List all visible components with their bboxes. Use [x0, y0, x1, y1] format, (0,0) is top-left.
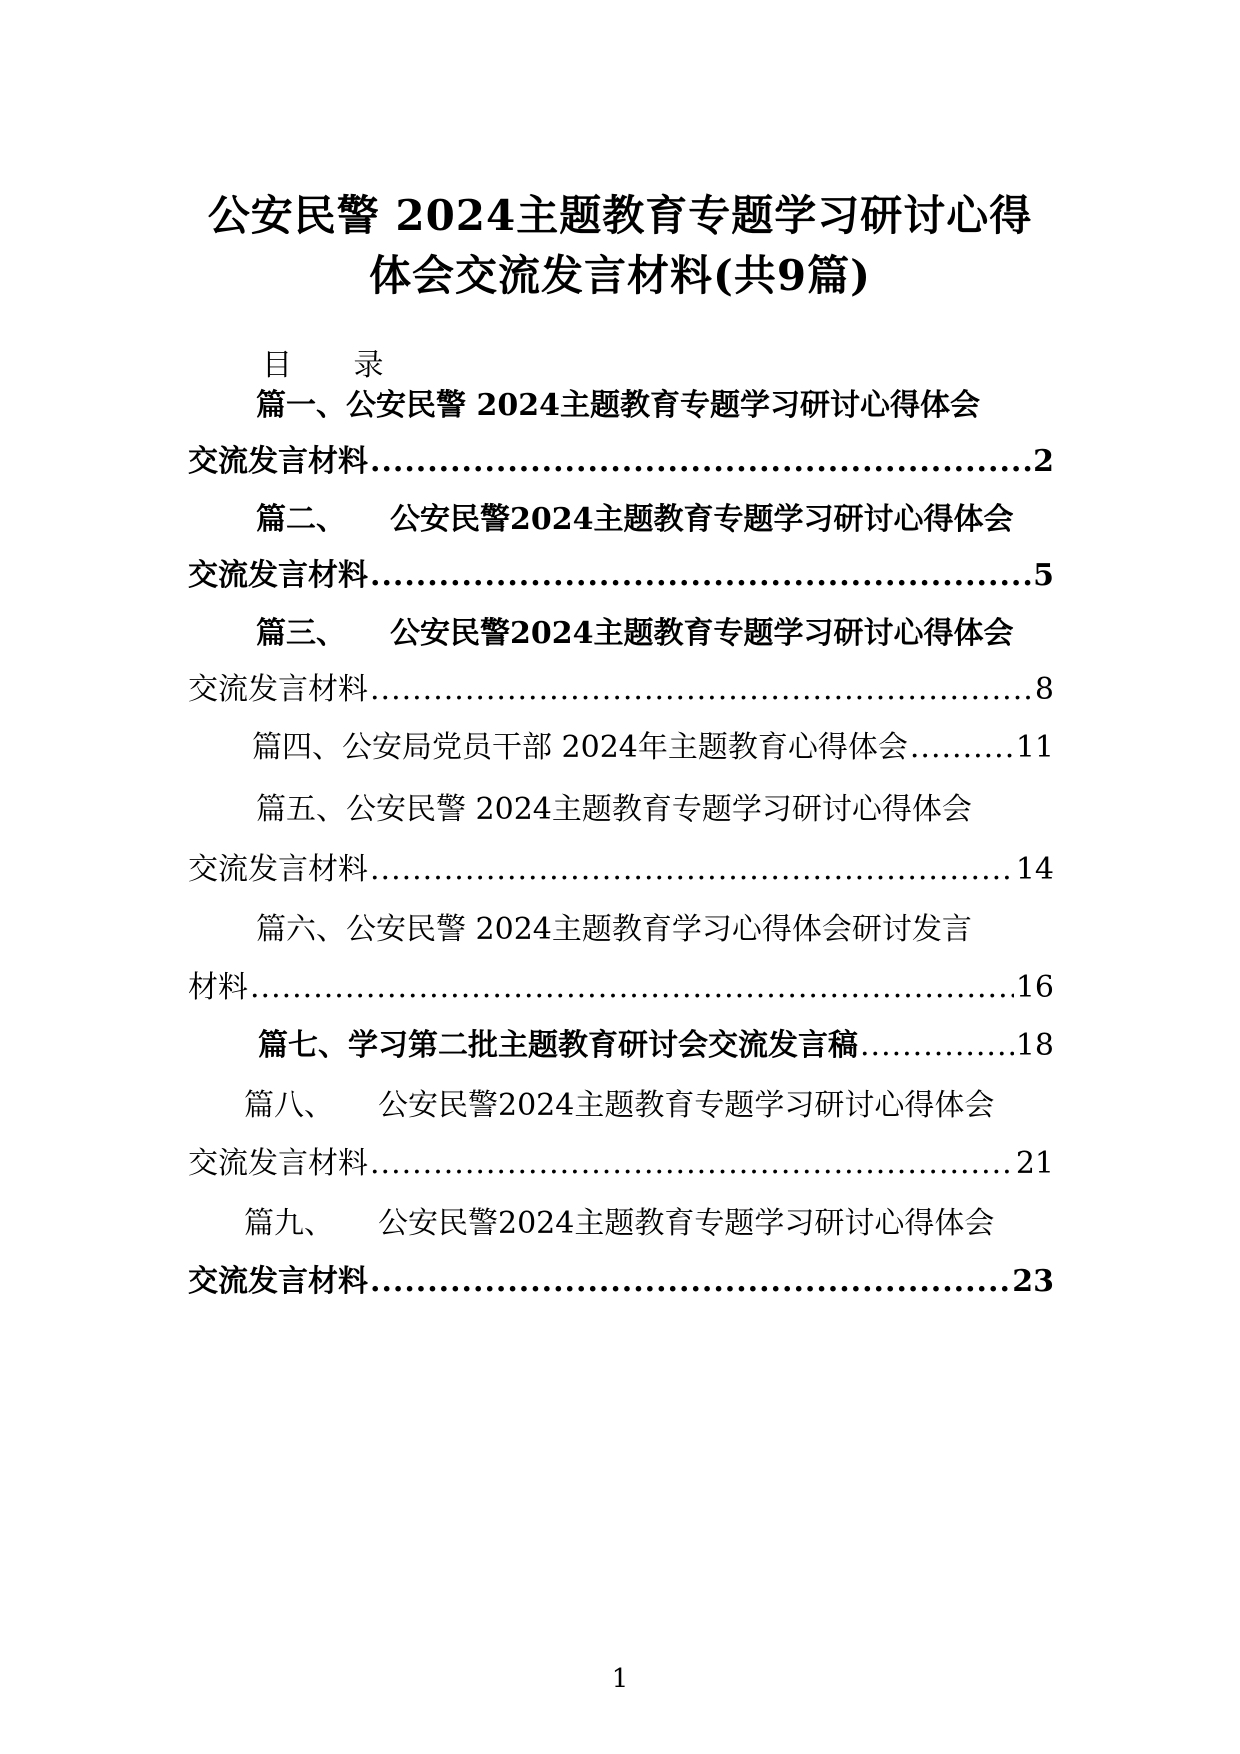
toc-entry-3-line-2[interactable]: [188, 670, 1054, 710]
toc-entry-3-prefix: 篇三、: [256, 616, 346, 651]
toc-entry-4[interactable]: [252, 728, 1054, 768]
toc-entry-5-line-2[interactable]: [188, 850, 1054, 890]
toc-entry-3-line-1[interactable]: [256, 614, 1056, 654]
toc-entry-5-page: 14: [1015, 852, 1054, 887]
toc-leader-dots: [910, 728, 1014, 768]
toc-entry-2-page: 5: [1033, 558, 1054, 593]
toc-entry-8-title: 公安民警2024主题教育专题学习研讨心得体会: [378, 1088, 995, 1123]
toc-entry-9-continuation: 交流发言材料: [188, 1264, 368, 1299]
toc-entry-7[interactable]: [258, 1026, 1054, 1066]
toc-leader-dots: [370, 442, 1031, 482]
toc-entry-3-continuation: 交流发言材料: [188, 672, 368, 707]
toc-leader-dots: [860, 1026, 1014, 1066]
toc-entry-1-page: 2: [1033, 444, 1054, 479]
toc-entry-1-continuation: 交流发言材料: [188, 444, 368, 479]
document-title-line-1: 公安民警 2024主题教育专题学习研讨心得: [207, 191, 1033, 240]
toc-entry-2-line-1[interactable]: [256, 500, 1056, 540]
toc-entry-1-title: 公安民警 2024主题教育专题学习研讨心得体会: [346, 388, 980, 423]
toc-entry-2-prefix: 篇二、: [256, 502, 346, 537]
toc-entry-8-prefix: 篇八、: [244, 1088, 334, 1123]
toc-leader-dots: [370, 1262, 1010, 1302]
toc-entry-8-line-2[interactable]: [188, 1144, 1054, 1184]
toc-leader-dots: [370, 556, 1031, 596]
toc-entry-2-title: 公安民警2024主题教育专题学习研讨心得体会: [390, 502, 1014, 537]
toc-leader-dots: [370, 670, 1033, 710]
toc-entry-6-title: 公安民警 2024主题教育学习心得体会研讨发言: [346, 912, 972, 947]
toc-heading: 目 录: [262, 348, 410, 383]
toc-leader-dots: [250, 968, 1014, 1008]
toc-entry-9-title: 公安民警2024主题教育专题学习研讨心得体会: [378, 1206, 995, 1241]
toc-entry-3-page: 8: [1034, 672, 1054, 707]
toc-entry-8-line-1[interactable]: [244, 1086, 1056, 1126]
toc-entry-7-title: 篇七、学习第二批主题教育研讨会交流发言稿: [258, 1028, 858, 1063]
toc-leader-dots: [370, 1144, 1014, 1184]
toc-entry-8-continuation: 交流发言材料: [188, 1146, 368, 1181]
toc-entry-9-page: 23: [1012, 1264, 1054, 1299]
toc-entry-2-continuation: 交流发言材料: [188, 558, 368, 593]
toc-entry-5-title: 公安民警 2024主题教育专题学习研讨心得体会: [346, 792, 972, 827]
toc-leader-dots: [370, 850, 1014, 890]
toc-entry-9-prefix: 篇九、: [244, 1206, 334, 1241]
toc-entry-5-prefix: 篇五、: [256, 792, 346, 827]
document-title-line-2: 体会交流发言材料(共9篇): [369, 251, 871, 300]
toc-entry-9-line-2[interactable]: [188, 1262, 1054, 1302]
toc-entry-8-page: 21: [1015, 1146, 1054, 1181]
toc-entry-6-line-2[interactable]: [188, 968, 1054, 1008]
toc-entry-4-title: 篇四、公安局党员干部 2024年主题教育心得体会: [252, 730, 908, 765]
toc-entry-6-line-1[interactable]: [256, 910, 1056, 950]
toc-entry-3-title: 公安民警2024主题教育专题学习研讨心得体会: [390, 616, 1014, 651]
toc-entry-1-line-1[interactable]: [256, 386, 1056, 426]
toc-entry-1-line-2[interactable]: [188, 442, 1054, 482]
toc-entry-6-continuation: 材料: [188, 970, 248, 1005]
toc-entry-2-line-2[interactable]: [188, 556, 1054, 596]
toc-entry-6-prefix: 篇六、: [256, 912, 346, 947]
page-number: 1: [611, 1664, 629, 1694]
toc-entry-6-page: 16: [1015, 970, 1054, 1005]
toc-entry-7-page: 18: [1015, 1028, 1054, 1063]
toc-entry-9-line-1[interactable]: [244, 1204, 1056, 1244]
toc-entry-4-page: 11: [1015, 730, 1054, 765]
toc-entry-5-line-1[interactable]: [256, 790, 1056, 830]
toc-entry-5-continuation: 交流发言材料: [188, 852, 368, 887]
toc-entry-1-prefix: 篇一、: [256, 388, 346, 423]
